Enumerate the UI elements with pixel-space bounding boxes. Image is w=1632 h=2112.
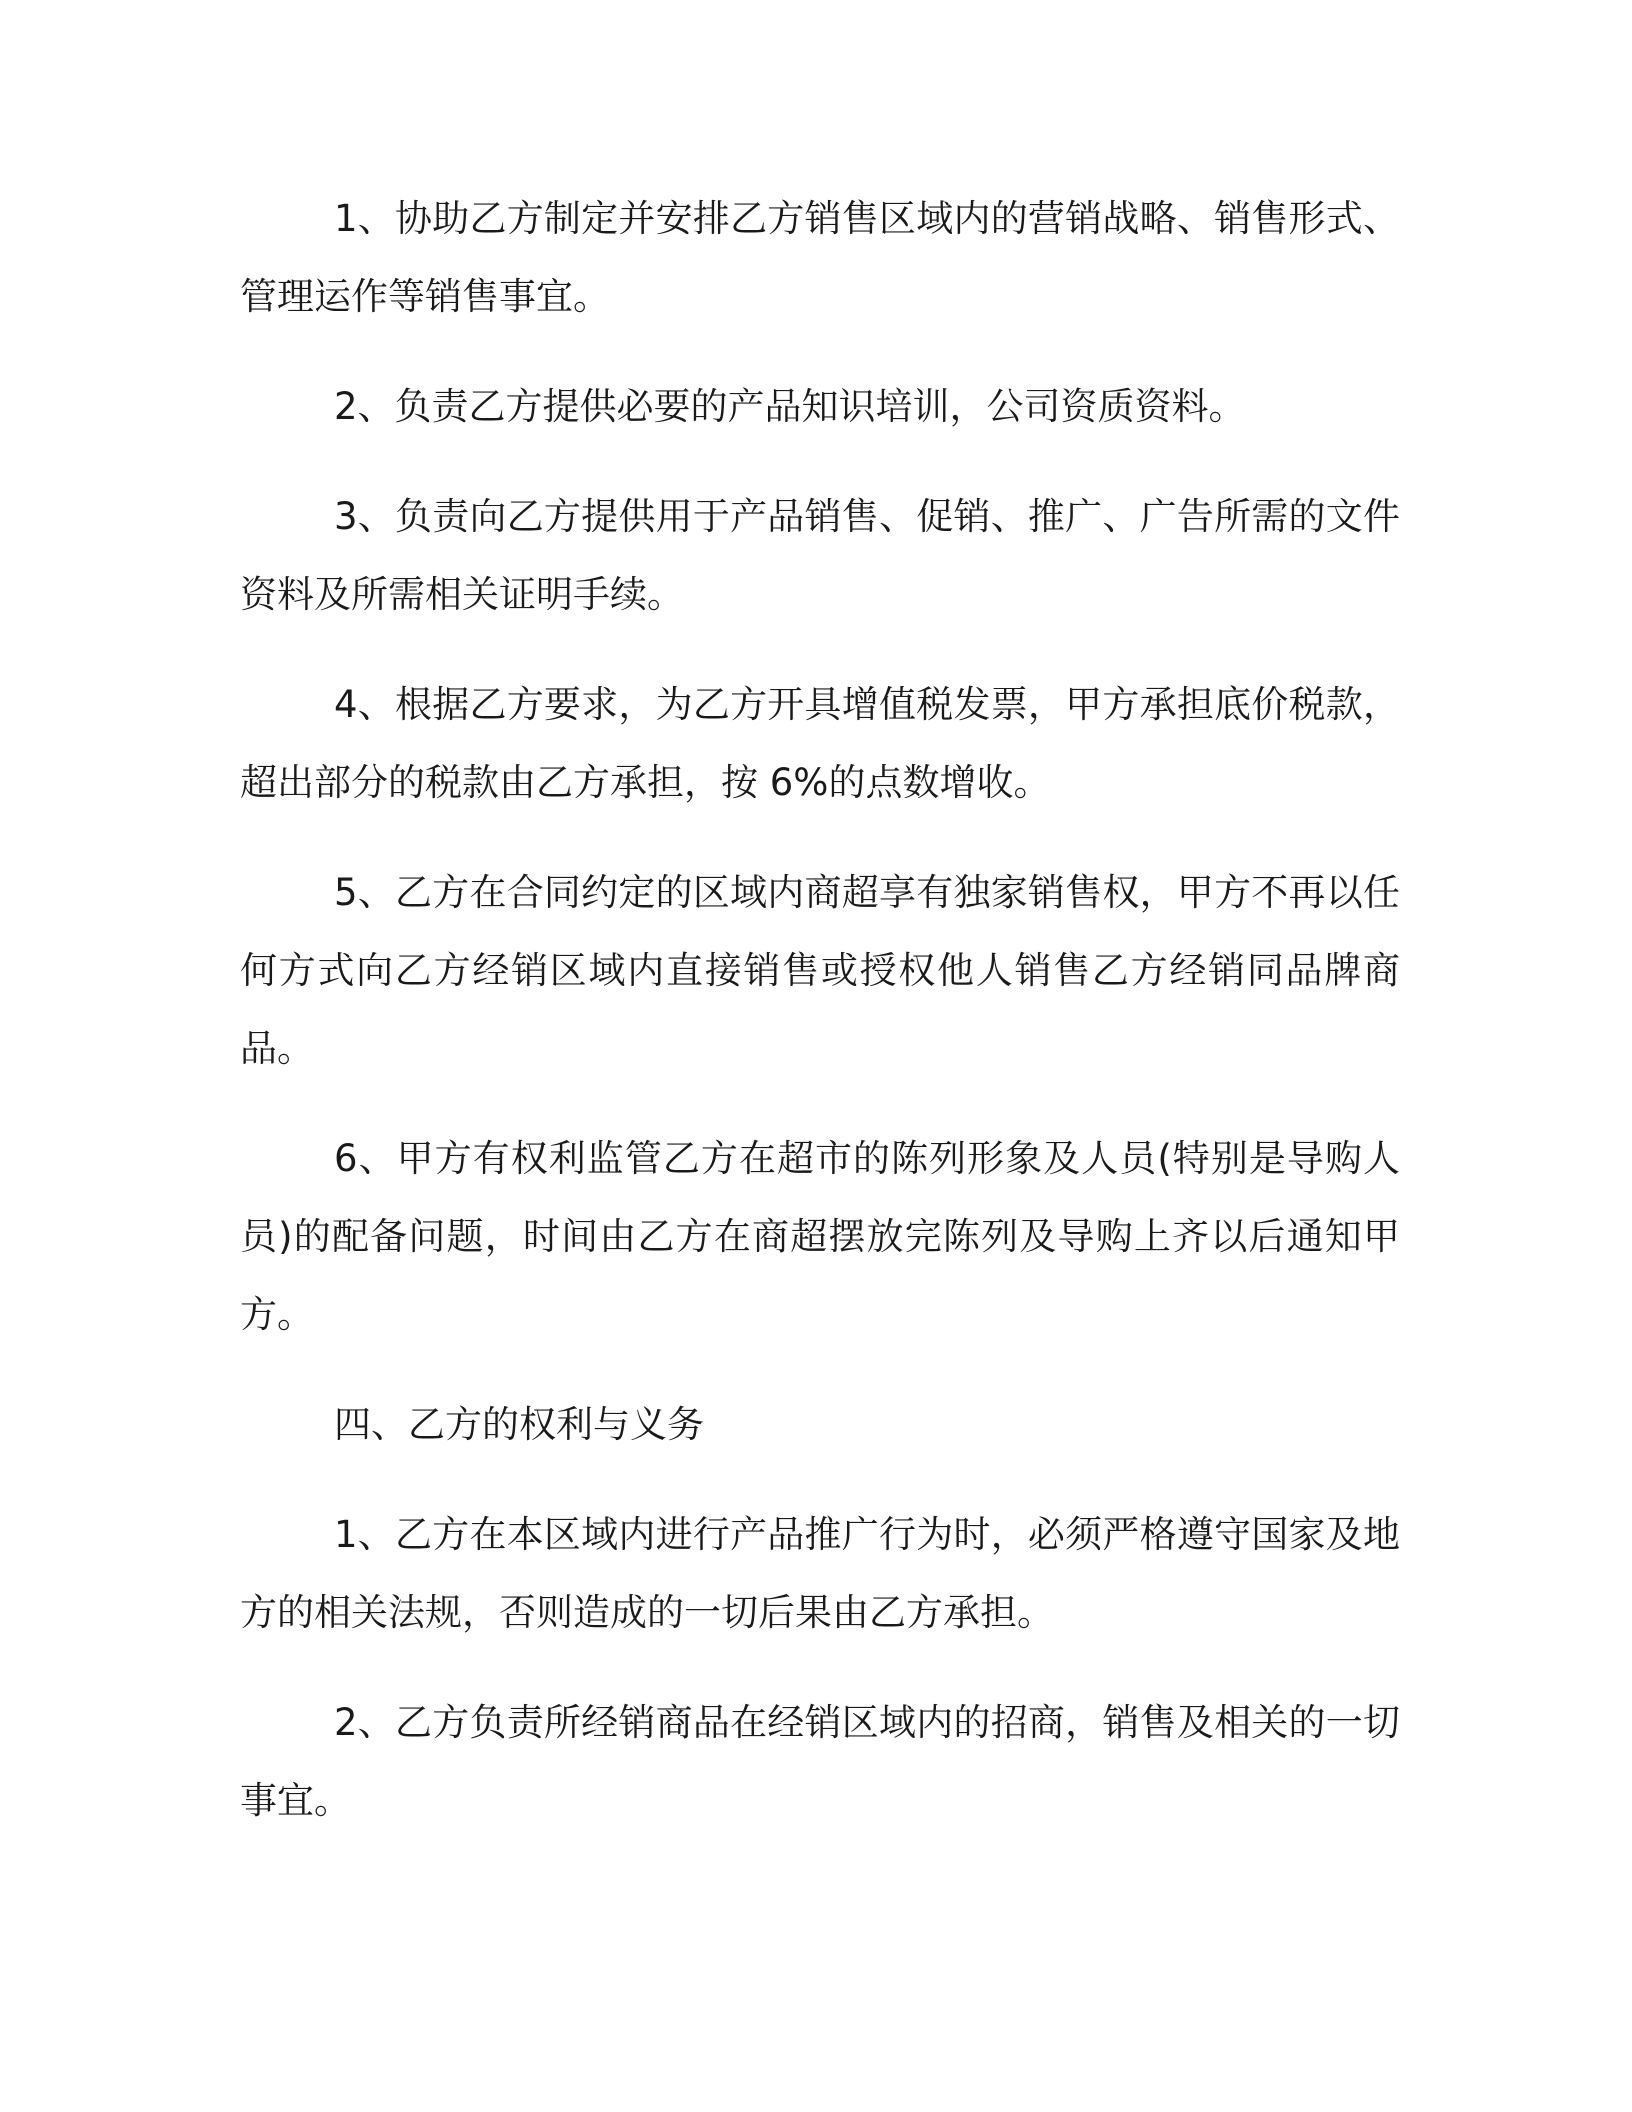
paragraph: 1、乙方在本区域内进行产品推广行为时，必须严格遵守国家及地方的相关法规，否则造成的一切后果由乙方承担。 (240, 1513, 1400, 1634)
document-body (240, 180, 1400, 1872)
paragraph: 1、协助乙方制定并安排乙方销售区域内的营销战略、销售形式、管理运作等销售事宜。 (240, 197, 1400, 318)
paragraph: 5、乙方在合同约定的区域内商超享有独家销售权，甲方不再以任何方式向乙方经销区域内直接销售或授权他人销售乙方经销同品牌商品。 (240, 871, 1400, 1070)
paragraph: 4、根据乙方要求，为乙方开具增值税发票，甲方承担底价税款，超出部分的税款由乙方承担，按 6%的点数增收。 (240, 683, 1400, 804)
section-heading: 四、乙方的权利与义务 (334, 1403, 704, 1446)
paragraph: 3、负责向乙方提供用于产品销售、促销、推广、广告所需的文件资料及所需相关证明手续。 (240, 495, 1400, 616)
paragraph: 2、乙方负责所经销商品在经销区域内的招商，销售及相关的一切事宜。 (240, 1701, 1400, 1822)
paragraph: 2、负责乙方提供必要的产品知识培训，公司资质资料。 (334, 385, 1246, 428)
paragraph: 6、甲方有权利监管乙方在超市的陈列形象及人员(特别是导购人员)的配备问题，时间由乙方在商超摆放完陈列及导购上齐以后通知甲方。 (240, 1137, 1400, 1336)
